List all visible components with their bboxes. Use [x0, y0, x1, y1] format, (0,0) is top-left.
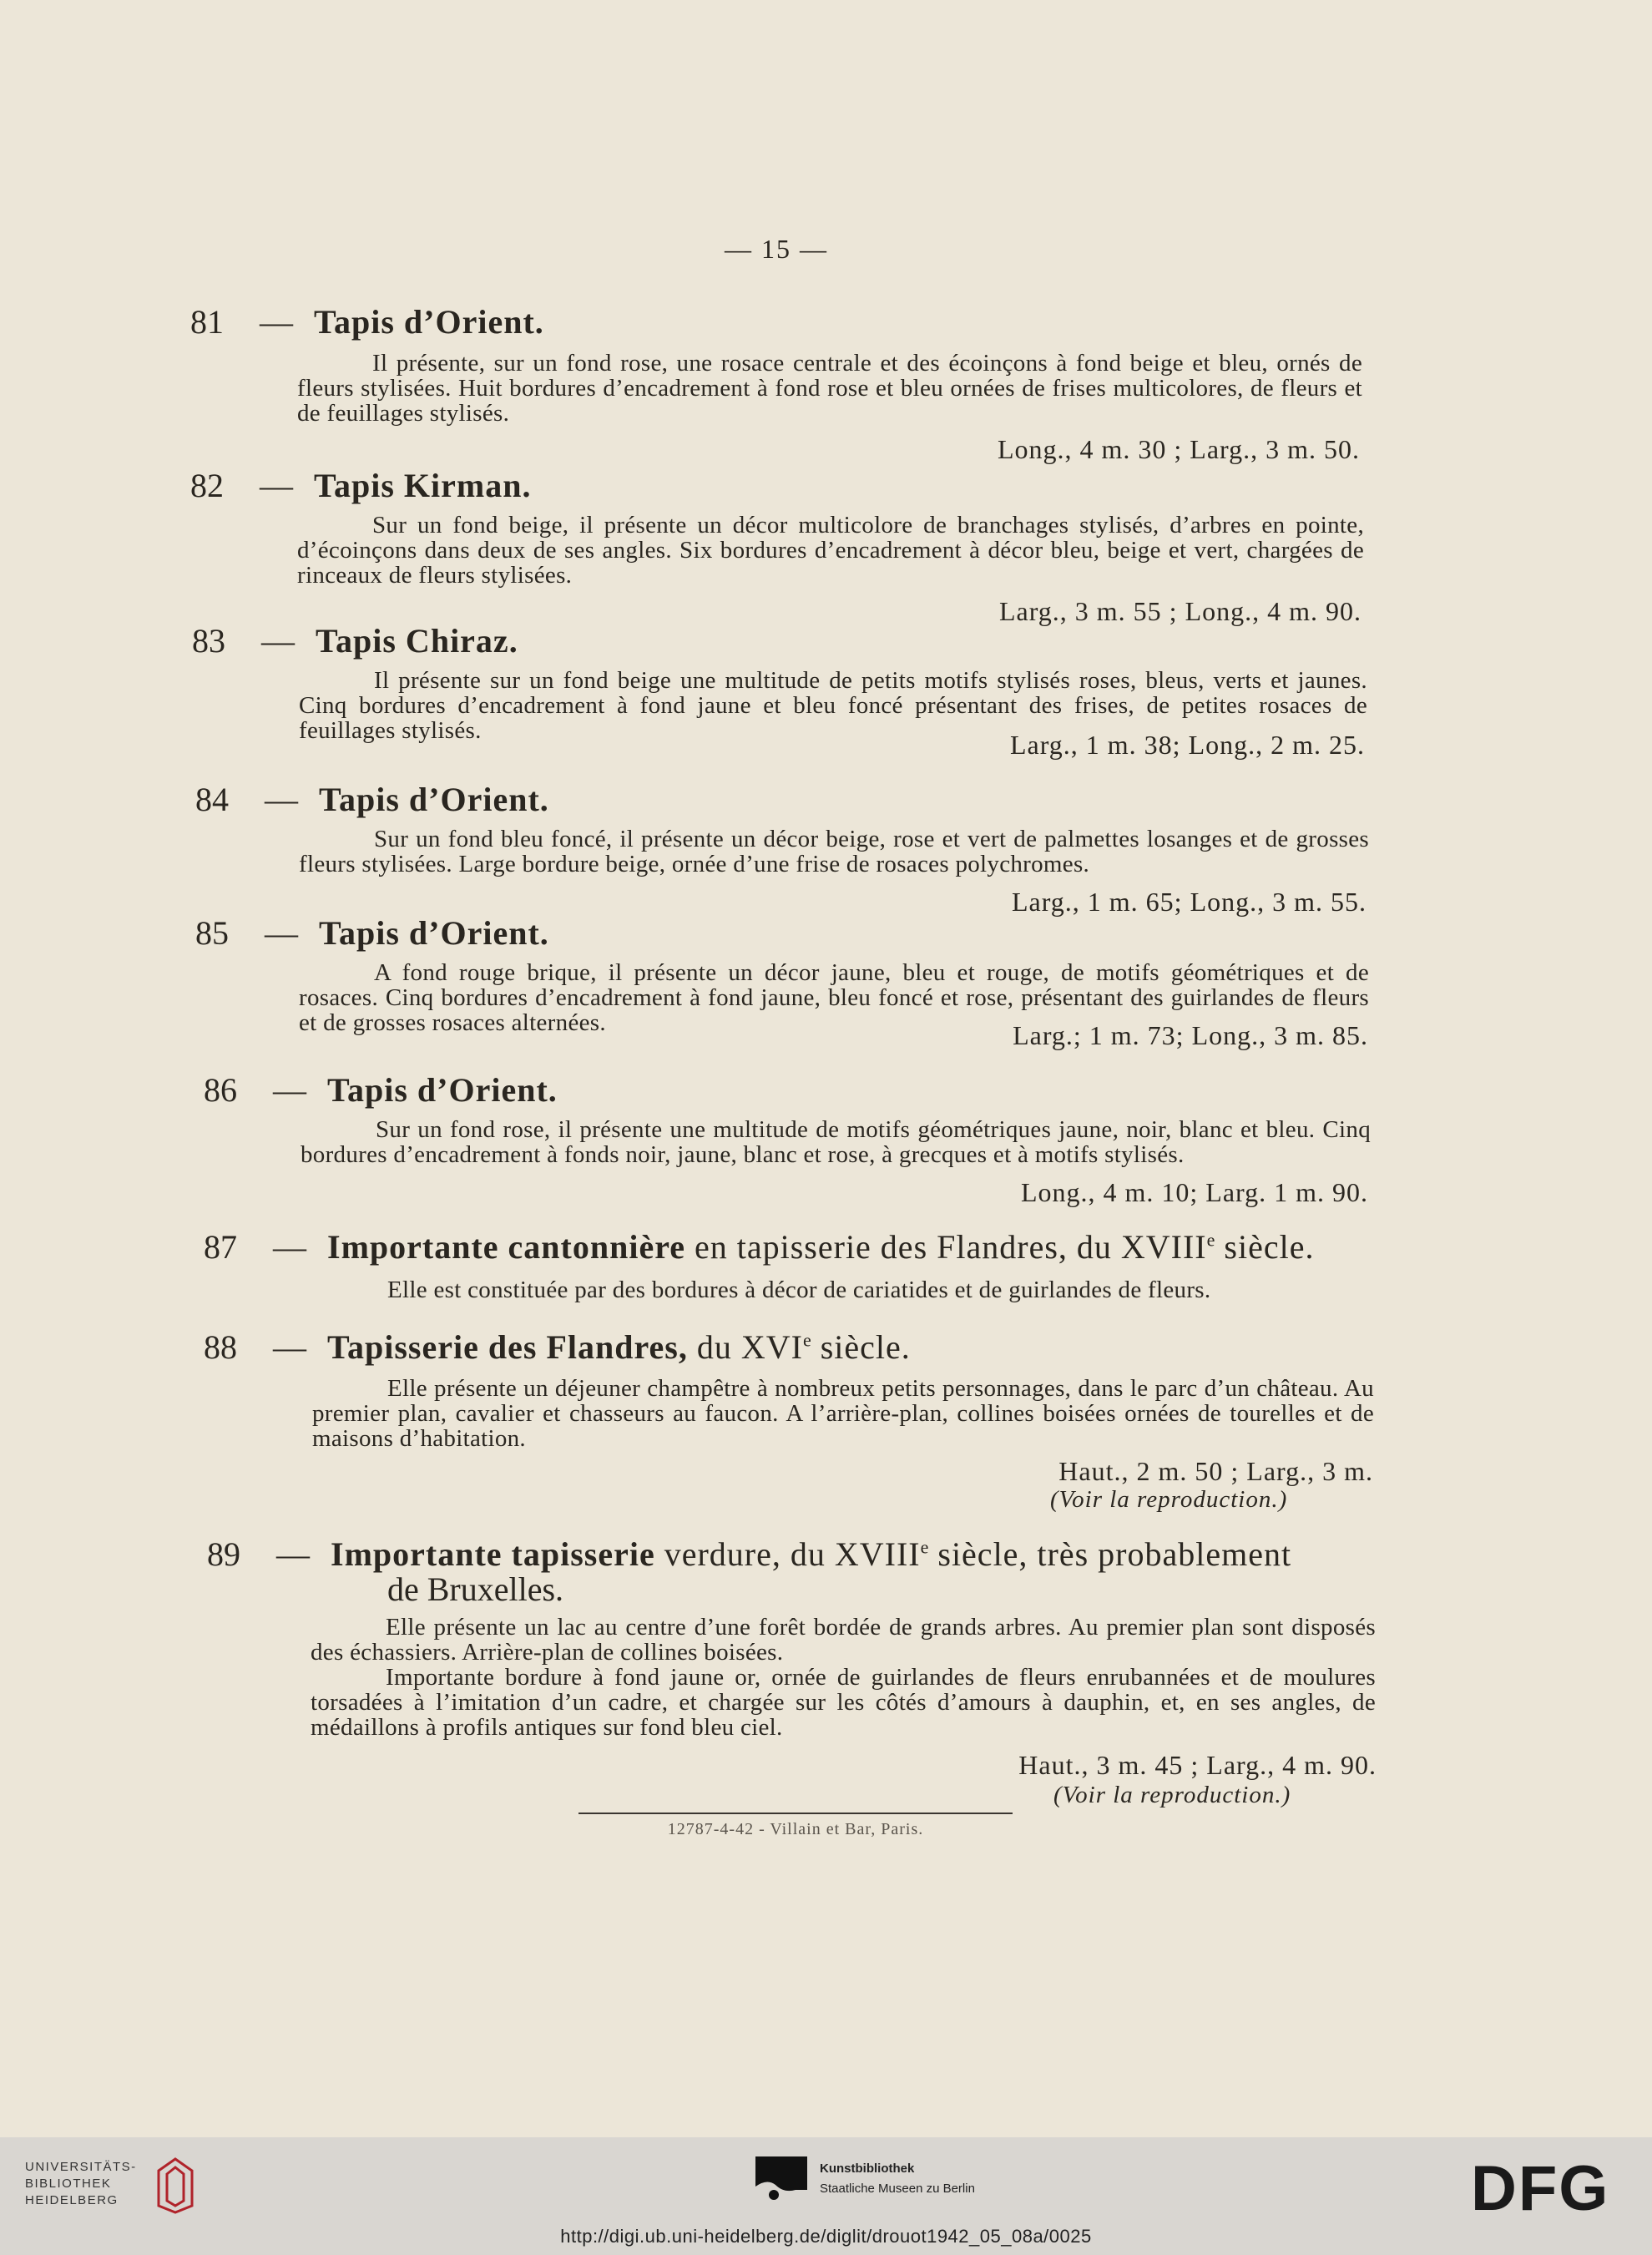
lot-subtitle-end: siècle, très probablement	[928, 1535, 1292, 1573]
page-number: — 15 —	[725, 234, 828, 264]
lot-dash: —	[276, 1535, 310, 1573]
lot-dash: —	[260, 467, 293, 504]
lot-dimensions: Long., 4 m. 10; Larg. 1 m. 90.	[1020, 1177, 1368, 1207]
ub-heidelberg-wordmark	[25, 2159, 137, 2209]
lot-number: 86	[204, 1071, 237, 1109]
lot-dash: —	[261, 622, 295, 660]
lot-title: Tapis d’Orient.	[319, 781, 549, 818]
lot-subtitle-end: siècle.	[811, 1328, 911, 1366]
description-paragraph: Sur un fond bleu foncé, il présente un décor beige, rose et vert de palmettes losanges et de grosses fleurs stylisées. Large bordure beige, ornée d’une frise de rosaces polychromes.	[299, 826, 1369, 877]
century-superscript: e	[920, 1536, 929, 1558]
description-paragraph: Sur un fond rose, il présente une multitude de motifs géométriques jaune, noir, blanc et bleu. Cinq bordures d’encadrement à fonds noir, jaune, blanc et rose, à grecques et à motifs stylisés.	[301, 1116, 1371, 1168]
lot-subtitle: du XVI	[687, 1328, 803, 1366]
description-paragraph: Elle est constituée par des bordures à décor de cariatides et de guirlandes de fleurs.	[387, 1277, 1211, 1303]
lot-heading	[192, 621, 518, 660]
printer-rule	[578, 1813, 1013, 1814]
lot-heading	[204, 1070, 558, 1110]
kunstbibliothek-logo-icon	[755, 2156, 807, 2208]
lot-number: 83	[192, 622, 225, 660]
lot-dimensions: Haut., 3 m. 45 ; Larg., 4 m. 90.	[1018, 1750, 1377, 1780]
lot-dash: —	[273, 1228, 306, 1266]
lot-heading	[204, 1227, 1314, 1267]
permalink-url[interactable]: http://digi.ub.uni-heidelberg.de/diglit/drouot1942_05_08a/0025	[560, 2226, 1092, 2247]
lot-title: Tapisserie des Flandres,	[327, 1328, 688, 1366]
lot-dimensions: Larg.; 1 m. 73; Long., 3 m. 85.	[1013, 1020, 1368, 1050]
reproduction-note: (Voir la reproduction.)	[1050, 1486, 1288, 1513]
description-paragraph: Importante bordure à fond jaune or, ornée de guirlandes de fleurs enrubannées et de moulures torsadées à l’imitation d’un cadre, et chargée sur les côtés d’amours à dauphin, et, en ses angles, de médaillons à profils antiques sur fond bleu ciel.	[311, 1664, 1376, 1741]
lot-heading	[190, 466, 531, 505]
lot-title: Tapis d’Orient.	[319, 914, 549, 952]
lot-dimensions: Haut., 2 m. 50 ; Larg., 3 m.	[1058, 1456, 1373, 1486]
lot-number: 88	[204, 1328, 237, 1366]
lot-title: Tapis d’Orient.	[327, 1071, 558, 1109]
lot-title: Importante tapisserie	[331, 1535, 655, 1573]
lot-dash: —	[273, 1328, 306, 1366]
lot-title: Tapis d’Orient.	[314, 303, 544, 341]
reproduction-note: (Voir la reproduction.)	[1053, 1782, 1291, 1808]
lot-title: Importante cantonnière	[327, 1228, 685, 1266]
lot-description	[299, 827, 1369, 877]
lot-dash: —	[265, 914, 298, 952]
lot-description	[301, 1117, 1371, 1167]
lot-description	[312, 1277, 1374, 1302]
lot-heading	[207, 1535, 1291, 1574]
lot-dimensions: Larg., 1 m. 65; Long., 3 m. 55.	[1011, 887, 1367, 917]
lot-heading-continuation: de Bruxelles.	[387, 1570, 564, 1608]
lot-heading	[204, 1327, 911, 1367]
description-paragraph: Elle présente un lac au centre d’une forêt bordée de grands arbres. Au premier plan sont disposés des échassiers. Arrière-plan de collines boisées.	[311, 1614, 1376, 1666]
lot-dash: —	[265, 781, 298, 818]
century-superscript: e	[1206, 1229, 1215, 1251]
dfg-logo: DFG	[1471, 2153, 1610, 2224]
description-paragraph: A fond rouge brique, il présente un décor jaune, bleu et rouge, de motifs géométriques et de rosaces. Cinq bordures d’encadrement à fond jaune, bleu foncé et rose, présentant des guirlandes de fleurs et de grosses rosaces alternées.	[299, 959, 1369, 1036]
lot-dimensions: Long., 4 m. 30 ; Larg., 3 m. 50.	[997, 434, 1360, 464]
lot-dash: —	[260, 303, 293, 341]
century-superscript: e	[802, 1329, 811, 1351]
ub-line: BIBLIOTHEK	[25, 2177, 112, 2191]
ub-line: HEIDELBERG	[25, 2193, 119, 2207]
lot-number: 82	[190, 467, 224, 504]
lot-heading	[190, 302, 544, 341]
ub-line: UNIVERSITÄTS-	[25, 2160, 137, 2174]
lot-number: 84	[195, 781, 229, 818]
lot-number: 81	[190, 303, 224, 341]
description-paragraph: Sur un fond beige, il présente un décor multicolore de branchages stylisés, d’arbres en pointe, d’écoinçons dans deux de ses angles. Six bordures d’encadrement à décor bleu, beige et vert, chargées de rinceaux de fleurs stylisées.	[297, 512, 1364, 589]
lot-number: 87	[204, 1228, 237, 1266]
lot-subtitle-end: siècle.	[1215, 1228, 1315, 1266]
lot-description	[311, 1615, 1376, 1740]
lot-title: Tapis Kirman.	[314, 467, 532, 504]
kb-subtitle: Staatliche Museen zu Berlin	[820, 2182, 975, 2196]
ub-heidelberg-logo-icon	[150, 2154, 200, 2214]
printer-imprint: 12787-4-42 - Villain et Bar, Paris.	[667, 1820, 924, 1838]
lot-dimensions: Larg., 1 m. 38; Long., 2 m. 25.	[1009, 730, 1365, 760]
lot-heading	[195, 780, 549, 819]
description-paragraph: Il présente sur un fond beige une multitude de petits motifs stylisés roses, bleus, verts et jaunes. Cinq bordures d’encadrement à fond jaune et bleu foncé présentant des frises, de petites rosaces de feuillages stylisés.	[299, 667, 1367, 744]
lot-title: Tapis Chiraz.	[316, 622, 518, 660]
lot-dimensions: Larg., 3 m. 55 ; Long., 4 m. 90.	[998, 596, 1362, 626]
description-paragraph: Elle présente un déjeuner champêtre à nombreux petits personnages, dans le parc d’un château. Au premier plan, cavalier et chasseurs au faucon. A l’arrière-plan, collines boisées ornées de tourelles et de maisons d’habitation.	[312, 1375, 1374, 1452]
lot-number: 85	[195, 914, 229, 952]
lot-description	[312, 1376, 1374, 1451]
kunstbibliothek-wordmark	[820, 2159, 975, 2199]
lot-subtitle: verdure, du XVIII	[654, 1535, 921, 1573]
lot-number: 89	[207, 1535, 240, 1573]
lot-dash: —	[273, 1071, 306, 1109]
lot-description	[297, 351, 1362, 426]
lot-subtitle: en tapisserie des Flandres, du XVIII	[685, 1228, 1207, 1266]
kb-title: Kunstbibliothek	[820, 2161, 915, 2176]
lot-heading	[195, 913, 549, 953]
lot-description	[297, 513, 1364, 588]
description-paragraph: Il présente, sur un fond rose, une rosace centrale et des écoinçons à fond beige et bleu, ornés de fleurs stylisées. Huit bordures d’encadrement à fond rose et bleu ornées de frises multicolores, de fleurs et de feuillages stylisés.	[297, 350, 1362, 427]
